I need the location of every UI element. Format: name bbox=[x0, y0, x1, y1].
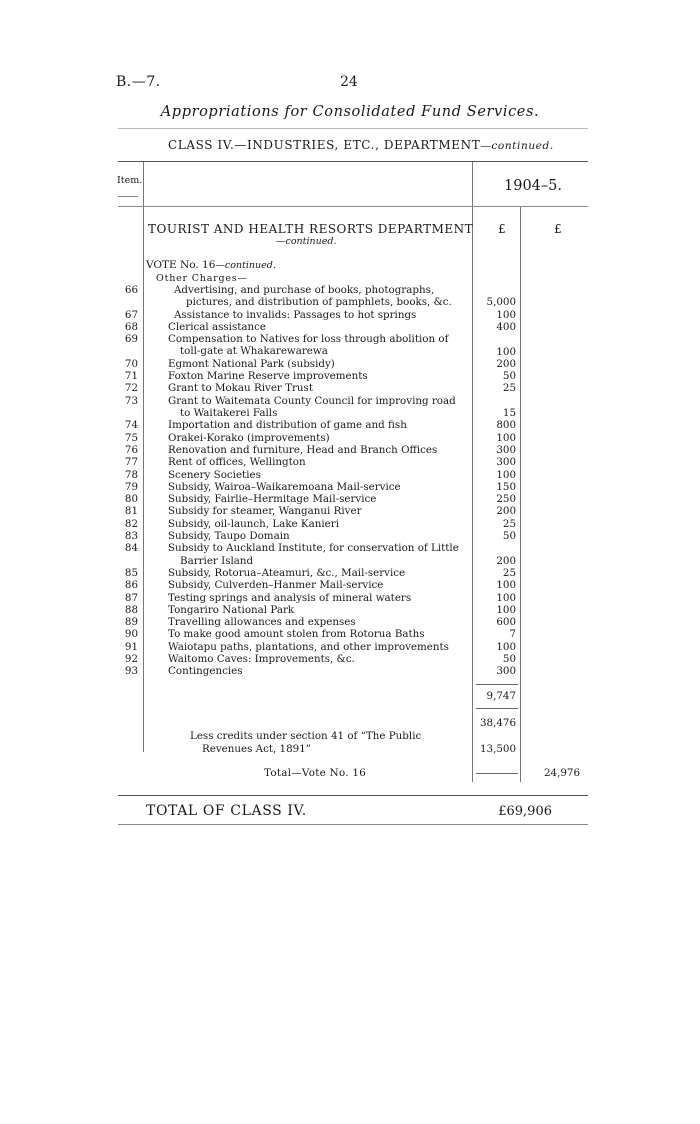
credits-amount: 13,500 bbox=[479, 743, 516, 755]
page-number: 24 bbox=[340, 74, 358, 90]
item-amount: 25 bbox=[502, 382, 516, 395]
item-description: Advertising, and purchase of books, photographs, pictures, and distribution of pamphlets, books, &c. bbox=[174, 284, 452, 309]
item-amount: 800 bbox=[496, 419, 516, 432]
item-description: Scenery Societies bbox=[168, 468, 261, 481]
year-column-header: 1904–5. bbox=[504, 178, 562, 194]
item-description: Subsidy, Culverden–Hanmer Mail-service bbox=[168, 579, 384, 592]
item-description: Waitomo Caves: Improvements, &c. bbox=[168, 653, 355, 665]
item-amount: 25 bbox=[502, 566, 516, 579]
item-amount: 600 bbox=[496, 616, 516, 629]
item-amount: 100 bbox=[496, 431, 516, 444]
item-number: 78 bbox=[124, 468, 138, 481]
item-description: Clerical assistance bbox=[168, 320, 267, 333]
item-number: 79 bbox=[124, 480, 138, 493]
item-amount: 300 bbox=[496, 456, 516, 469]
item-number: 82 bbox=[124, 517, 138, 530]
item-description: Tongariro National Park bbox=[168, 603, 295, 616]
section-title: TOURIST AND HEALTH RESORTS DEPARTMENT bbox=[148, 222, 474, 236]
item-number: 75 bbox=[124, 431, 138, 444]
credits-label: Less credits under section 41 of “The Public Revenues Act, 1891” bbox=[190, 730, 422, 755]
vote-gross-amount: 38,476 bbox=[479, 717, 516, 729]
gross-rule bbox=[476, 708, 518, 709]
vote-continued: —continued. bbox=[215, 260, 276, 271]
item-amount: 250 bbox=[496, 493, 516, 506]
item-amount: 50 bbox=[502, 530, 516, 542]
currency-symbol-total: £ bbox=[554, 222, 562, 236]
item-description: Subsidy, Wairoa–Waikaremoana Mail-service bbox=[168, 480, 401, 493]
item-description: Subsidy, Fairlie–Hermitage Mail-service bbox=[168, 493, 377, 506]
item-amount: 5,000 bbox=[486, 296, 516, 309]
item-number: 86 bbox=[124, 579, 138, 592]
item-number: 77 bbox=[124, 456, 138, 469]
item-amount: 25 bbox=[502, 517, 516, 530]
item-number: 91 bbox=[124, 640, 138, 653]
item-amount: 200 bbox=[496, 357, 516, 370]
vote-total-rule bbox=[476, 773, 518, 774]
item-number: 80 bbox=[124, 493, 138, 506]
item-description: Grant to Mokau River Trust bbox=[168, 382, 313, 395]
vote-total-amount: 24,976 bbox=[543, 767, 580, 779]
item-description: Rent of offices, Wellington bbox=[168, 456, 306, 469]
page-title: Appropriations for Consolidated Fund Services. bbox=[160, 104, 540, 120]
item-amount: 100 bbox=[496, 468, 516, 481]
item-header-rule bbox=[118, 196, 138, 197]
item-number: 85 bbox=[124, 566, 138, 579]
total-column-rule bbox=[520, 206, 521, 782]
item-number: 88 bbox=[124, 603, 138, 616]
vote-total-label: Total—Vote No. 16 bbox=[264, 767, 367, 779]
class-total-rule bbox=[118, 795, 588, 796]
item-description: Subsidy to Auckland Institute, for conservation of Little Barrier Island bbox=[168, 542, 459, 567]
item-description: Waiotapu paths, plantations, and other improvements bbox=[168, 640, 449, 653]
item-number: 92 bbox=[124, 653, 138, 665]
item-number: 93 bbox=[124, 665, 138, 678]
title-rule bbox=[118, 128, 588, 129]
item-number: 70 bbox=[124, 357, 138, 370]
other-charges-subtotal: 9,747 bbox=[486, 690, 516, 702]
item-column-rule bbox=[143, 162, 144, 752]
item-amount: 7 bbox=[509, 628, 516, 641]
item-description: Foxton Marine Reserve improvements bbox=[168, 370, 368, 383]
item-amount: 200 bbox=[496, 505, 516, 518]
item-description: Contingencies bbox=[168, 665, 243, 678]
item-description: Renovation and furniture, Head and Branch Offices bbox=[168, 443, 438, 456]
item-amount: 50 bbox=[502, 653, 516, 665]
item-number: 90 bbox=[124, 628, 138, 641]
item-description: Grant to Waitemata County Council for improving road to Waitakerei Falls bbox=[168, 394, 456, 419]
item-description: Subsidy, oil-launch, Lake Kanieri bbox=[168, 517, 339, 530]
item-number: 67 bbox=[124, 308, 138, 321]
item-amount: 100 bbox=[496, 640, 516, 653]
item-number: 89 bbox=[124, 616, 138, 629]
item-number: 81 bbox=[124, 505, 138, 518]
item-amount: 400 bbox=[496, 320, 516, 333]
item-number: 74 bbox=[124, 419, 138, 432]
item-number: 84 bbox=[124, 542, 138, 555]
item-amount: 100 bbox=[496, 308, 516, 321]
item-description: Testing springs and analysis of mineral waters bbox=[168, 591, 412, 604]
item-amount: 150 bbox=[496, 480, 516, 493]
item-number: 68 bbox=[124, 320, 138, 333]
item-number: 72 bbox=[124, 382, 138, 395]
currency-symbol-amount: £ bbox=[498, 222, 506, 236]
section-continued: —continued. bbox=[276, 236, 337, 247]
item-amount: 300 bbox=[496, 443, 516, 456]
item-column-header: Item. bbox=[117, 175, 143, 186]
class-total-label: TOTAL OF CLASS IV. bbox=[146, 803, 307, 819]
other-charges-subhead: Other Charges— bbox=[156, 273, 248, 284]
item-amount: 100 bbox=[496, 345, 516, 358]
class-continued: —continued. bbox=[480, 140, 554, 152]
amount-column-rule bbox=[472, 162, 473, 782]
table-top-rule bbox=[118, 161, 588, 162]
item-amount: 200 bbox=[496, 554, 516, 567]
class-title: CLASS IV.—INDUSTRIES, ETC., DEPARTMENT—continued. bbox=[168, 138, 554, 152]
item-description: To make good amount stolen from Rotorua Baths bbox=[168, 628, 425, 641]
item-description: Subsidy for steamer, Wanganui River bbox=[168, 505, 362, 518]
item-amount: 100 bbox=[496, 579, 516, 592]
item-description: Travelling allowances and expenses bbox=[168, 616, 356, 629]
item-number: 71 bbox=[124, 370, 138, 383]
item-description: Egmont National Park (subsidy) bbox=[168, 357, 335, 370]
item-description: Subsidy, Taupo Domain bbox=[168, 530, 290, 542]
item-description: Assistance to invalids: Passages to hot springs bbox=[174, 308, 417, 321]
item-description: Subsidy, Rotorua–Ateamuri, &c., Mail-service bbox=[168, 566, 406, 579]
item-number: 69 bbox=[124, 333, 138, 346]
header-bottom-rule bbox=[118, 206, 588, 207]
item-number: 87 bbox=[124, 591, 138, 604]
item-number: 76 bbox=[124, 443, 138, 456]
item-number: 83 bbox=[124, 530, 138, 542]
item-amount: 15 bbox=[502, 407, 516, 419]
item-description: Compensation to Natives for loss through abolition of toll-gate at Whakarewarewa bbox=[168, 333, 449, 358]
item-number: 66 bbox=[124, 284, 138, 296]
item-description: Orakei-Korako (improvements) bbox=[168, 431, 330, 444]
report-reference: B.—7. bbox=[116, 74, 161, 90]
item-number: 73 bbox=[124, 394, 138, 407]
item-amount: 300 bbox=[496, 665, 516, 678]
item-amount: 100 bbox=[496, 591, 516, 604]
subtotal-rule bbox=[476, 684, 518, 685]
item-description: Importation and distribution of game and fish bbox=[168, 419, 407, 432]
class-total-amount: £69,906 bbox=[498, 804, 552, 819]
item-amount: 100 bbox=[496, 603, 516, 616]
class-total-bottom-rule bbox=[118, 824, 588, 825]
item-amount: 50 bbox=[502, 370, 516, 383]
vote-label: VOTE No. 16—continued. bbox=[146, 259, 276, 271]
